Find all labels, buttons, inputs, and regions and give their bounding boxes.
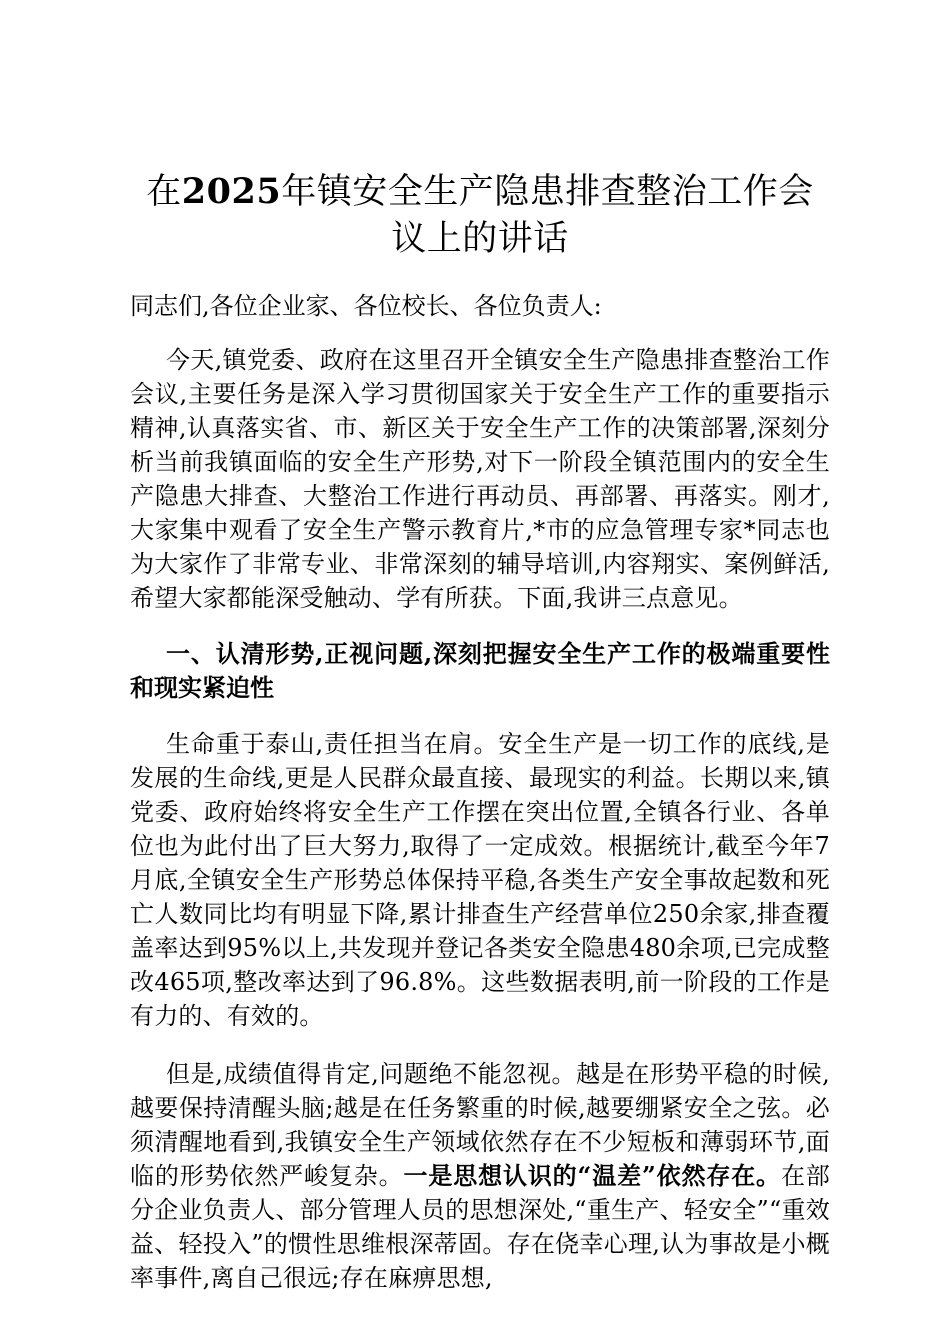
paragraph-problems	[130, 1057, 830, 1295]
title-suffix: 年镇安全生产隐患排查整治工作会议上的讲话	[281, 172, 814, 259]
title-year: 2025	[181, 171, 282, 212]
greeting: 同志们,各位企业家、各位校长、各位负责人:	[130, 292, 602, 320]
paragraph-problems-end: 在部分企业负责人、部分管理人员的思想深处,“重生产、轻安全”“重效益、轻投入”的惯性思维根深蒂固。存在侥幸心理,认为事故是小概率事件,离自己很远;存在麻痹思想,	[130, 1162, 831, 1292]
title-prefix: 在	[146, 172, 182, 212]
document-title	[130, 168, 830, 263]
section-heading-1: 一、认清形势,正视问题,深刻把握安全生产工作的极端重要性和现实紧迫性	[130, 639, 830, 702]
paragraph-situation: 生命重于泰山,责任担当在肩。安全生产是一切工作的底线,是发展的生命线,更是人民群众最直接、最现实的利益。长期以来,镇党委、政府始终将安全生产工作摆在突出位置,全镇各行业、各单位也为此付出了巨大努力,取得了一定成效。根据统计,截至今年7月底,全镇安全生产形势总体保持平稳,各类生产安全事故起数和死亡人数同比均有明显下降,累计排查生产经营单位250余家,排查覆盖率达到95%以上,共发现并登记各类安全隐患480余项,已完成整改465项,整改率达到了96.8%。这些数据表明,前一阶段的工作是有力的、有效的。	[130, 730, 830, 1030]
paragraph-intro: 今天,镇党委、政府在这里召开全镇安全生产隐患排查整治工作会议,主要任务是深入学习贯彻国家关于安全生产工作的重要指示精神,认真落实省、市、新区关于安全生产工作的决策部署,深刻分析当前我镇面临的安全生产形势,对下一阶段全镇范围内的安全生产隐患大排查、大整治工作进行再动员、再部署、再落实。刚才,大家集中观看了安全生产警示教育片,*市的应急管理专家*同志也为大家作了非常专业、非常深刻的辅导培训,内容翔实、案例鲜活,希望大家都能深受触动、学有所获。下面,我讲三点意见。	[130, 346, 830, 612]
paragraph-problems-bold: 一是思想认识的“温差”依然存在。	[403, 1161, 781, 1190]
document-page	[130, 168, 830, 1295]
paragraph-problems-start: 但是,成绩值得肯定,问题绝不能忽视。越是在形势平稳的时候,越要保持清醒头脑;越是在任务繁重的时候,越要绷紧安全之弦。必须清醒地看到,我镇安全生产领域依然存在不少短板和薄弱环节,面临的形势依然严峻复杂。	[130, 1060, 830, 1190]
